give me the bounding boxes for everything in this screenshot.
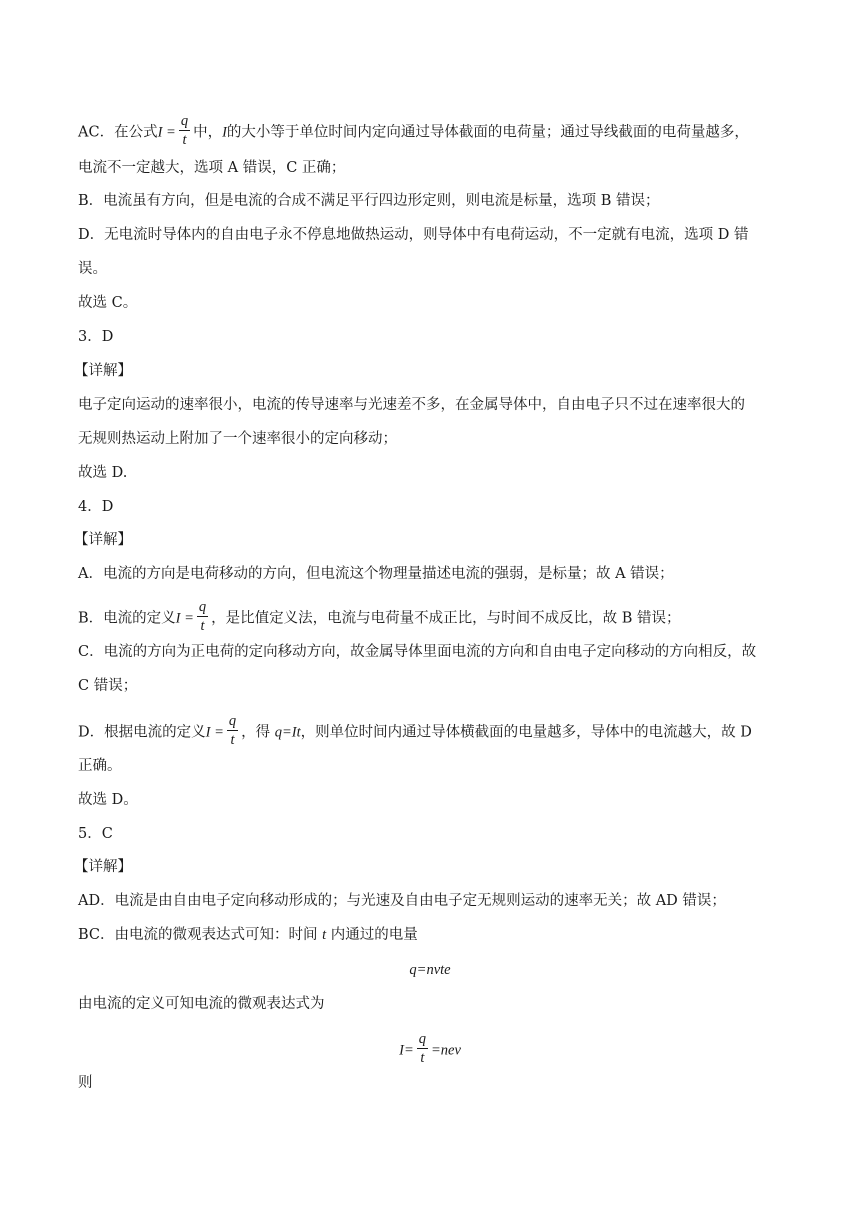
q5-ad-line: AD．电流是由自由电子定向移动形成的；与光速及自由电子定无规则运动的速率无关；故 AD 错误； bbox=[78, 893, 726, 909]
q4-d-formula-lhs: I = bbox=[205, 724, 224, 741]
frac-denominator: t bbox=[182, 132, 187, 148]
q5-bc-line bbox=[78, 925, 418, 945]
q2-ac-rest: 的大小等于单位时间内定向通过导体截面的电荷量；通过导线截面的电荷量越多， bbox=[226, 124, 749, 141]
q5-equation-current bbox=[0, 1032, 860, 1069]
q4-b-rest: ，是比值定义法，电流与电荷量不成正比，与时间不成反比，故 B 错误； bbox=[211, 610, 681, 627]
q2-conclusion: 故选 C。 bbox=[78, 295, 138, 311]
q4-d-line2: 正确。 bbox=[78, 758, 122, 774]
q3-detail-heading: 【详解】 bbox=[74, 363, 132, 379]
q4-b-formula-lhs: I = bbox=[175, 610, 194, 627]
frac-denominator: t bbox=[420, 1050, 425, 1066]
q4-c-line1: C．电流的方向为正电荷的定向移动方向，故金属导体里面电流的方向和自由电子定向移动的方向相反，故 bbox=[78, 644, 757, 660]
q2-ac-line1 bbox=[78, 114, 749, 151]
q4-d-line1 bbox=[78, 714, 752, 751]
q2-ac-I: I bbox=[222, 124, 227, 141]
q4-b-prefix: B．电流的定义 bbox=[78, 610, 176, 627]
q2-d-line2: 误。 bbox=[78, 261, 107, 277]
q2-ac-formula-lhs: I = bbox=[157, 124, 176, 141]
q4-conclusion: 故选 D。 bbox=[78, 792, 138, 808]
frac-numerator: q bbox=[228, 713, 237, 729]
q2-ac-line2: 电流不一定越大，选项 A 错误，C 正确； bbox=[78, 160, 346, 176]
q5-equation-charge: q=nvte bbox=[409, 962, 451, 978]
q2-b-line: B．电流虽有方向，但是电流的合成不满足平行四边形定则，则电流是标量，选项 B 错误； bbox=[78, 193, 660, 209]
q5-eq2-rhs: =nev bbox=[430, 1042, 461, 1059]
q2-ac-prefix: AC．在公式 bbox=[78, 124, 158, 141]
q3-line1: 电子定向运动的速率很小，电流的传导速率与光速差不多，在金属导体中，自由电子只不过在速率很大的 bbox=[78, 397, 745, 413]
frac-denominator: t bbox=[200, 618, 205, 634]
q2-ac-fraction bbox=[179, 112, 190, 149]
q4-b-fraction bbox=[197, 598, 208, 635]
q5-answer: 5．C bbox=[78, 826, 113, 842]
q5-bc-prefix: BC．由电流的微观表达式可知：时间 bbox=[78, 927, 318, 943]
frac-denominator: t bbox=[230, 732, 235, 748]
q4-b-line bbox=[78, 600, 681, 637]
q4-d-rest: ，则单位时间内通过导体横截面的电量越多，导体中的电流越大，故 D bbox=[300, 724, 752, 741]
q3-conclusion: 故选 D. bbox=[78, 465, 128, 481]
q5-bc-t: t bbox=[322, 927, 327, 943]
q4-c-line2: C 错误； bbox=[78, 678, 138, 694]
q5-eq2-lhs: I= bbox=[399, 1042, 414, 1059]
q4-detail-heading: 【详解】 bbox=[74, 532, 132, 548]
frac-numerator: q bbox=[418, 1031, 426, 1047]
q5-eq2-fraction bbox=[417, 1030, 428, 1067]
frac-numerator: q bbox=[180, 113, 189, 129]
q3-answer: 3．D bbox=[78, 329, 114, 345]
q2-d-line1: D．无电流时导体内的自由电子永不停息地做热运动，则导体中有电荷运动，不一定就有电流，选项 D 错 bbox=[78, 227, 749, 243]
q4-d-eq: q=It bbox=[274, 724, 301, 741]
q2-ac-mid: 中， bbox=[193, 124, 223, 141]
q3-line2: 无规则热运动上附加了一个速率很小的定向移动； bbox=[78, 431, 397, 447]
q5-detail-heading: 【详解】 bbox=[74, 859, 132, 875]
q5-definition-line: 由电流的定义可知电流的微观表达式为 bbox=[78, 996, 325, 1012]
q4-d-prefix: D．根据电流的定义 bbox=[78, 724, 206, 741]
q4-d-mid: ，得 bbox=[241, 724, 271, 741]
q4-d-fraction bbox=[227, 712, 238, 749]
q5-bc-rest: 内通过的电量 bbox=[330, 927, 418, 943]
q4-answer: 4．D bbox=[78, 499, 114, 515]
q4-a-line: A．电流的方向是电荷移动的方向，但电流这个物理量描述电流的强弱，是标量；故 A 错误； bbox=[78, 566, 674, 582]
frac-numerator: q bbox=[198, 599, 207, 615]
q5-then: 则 bbox=[78, 1075, 93, 1091]
